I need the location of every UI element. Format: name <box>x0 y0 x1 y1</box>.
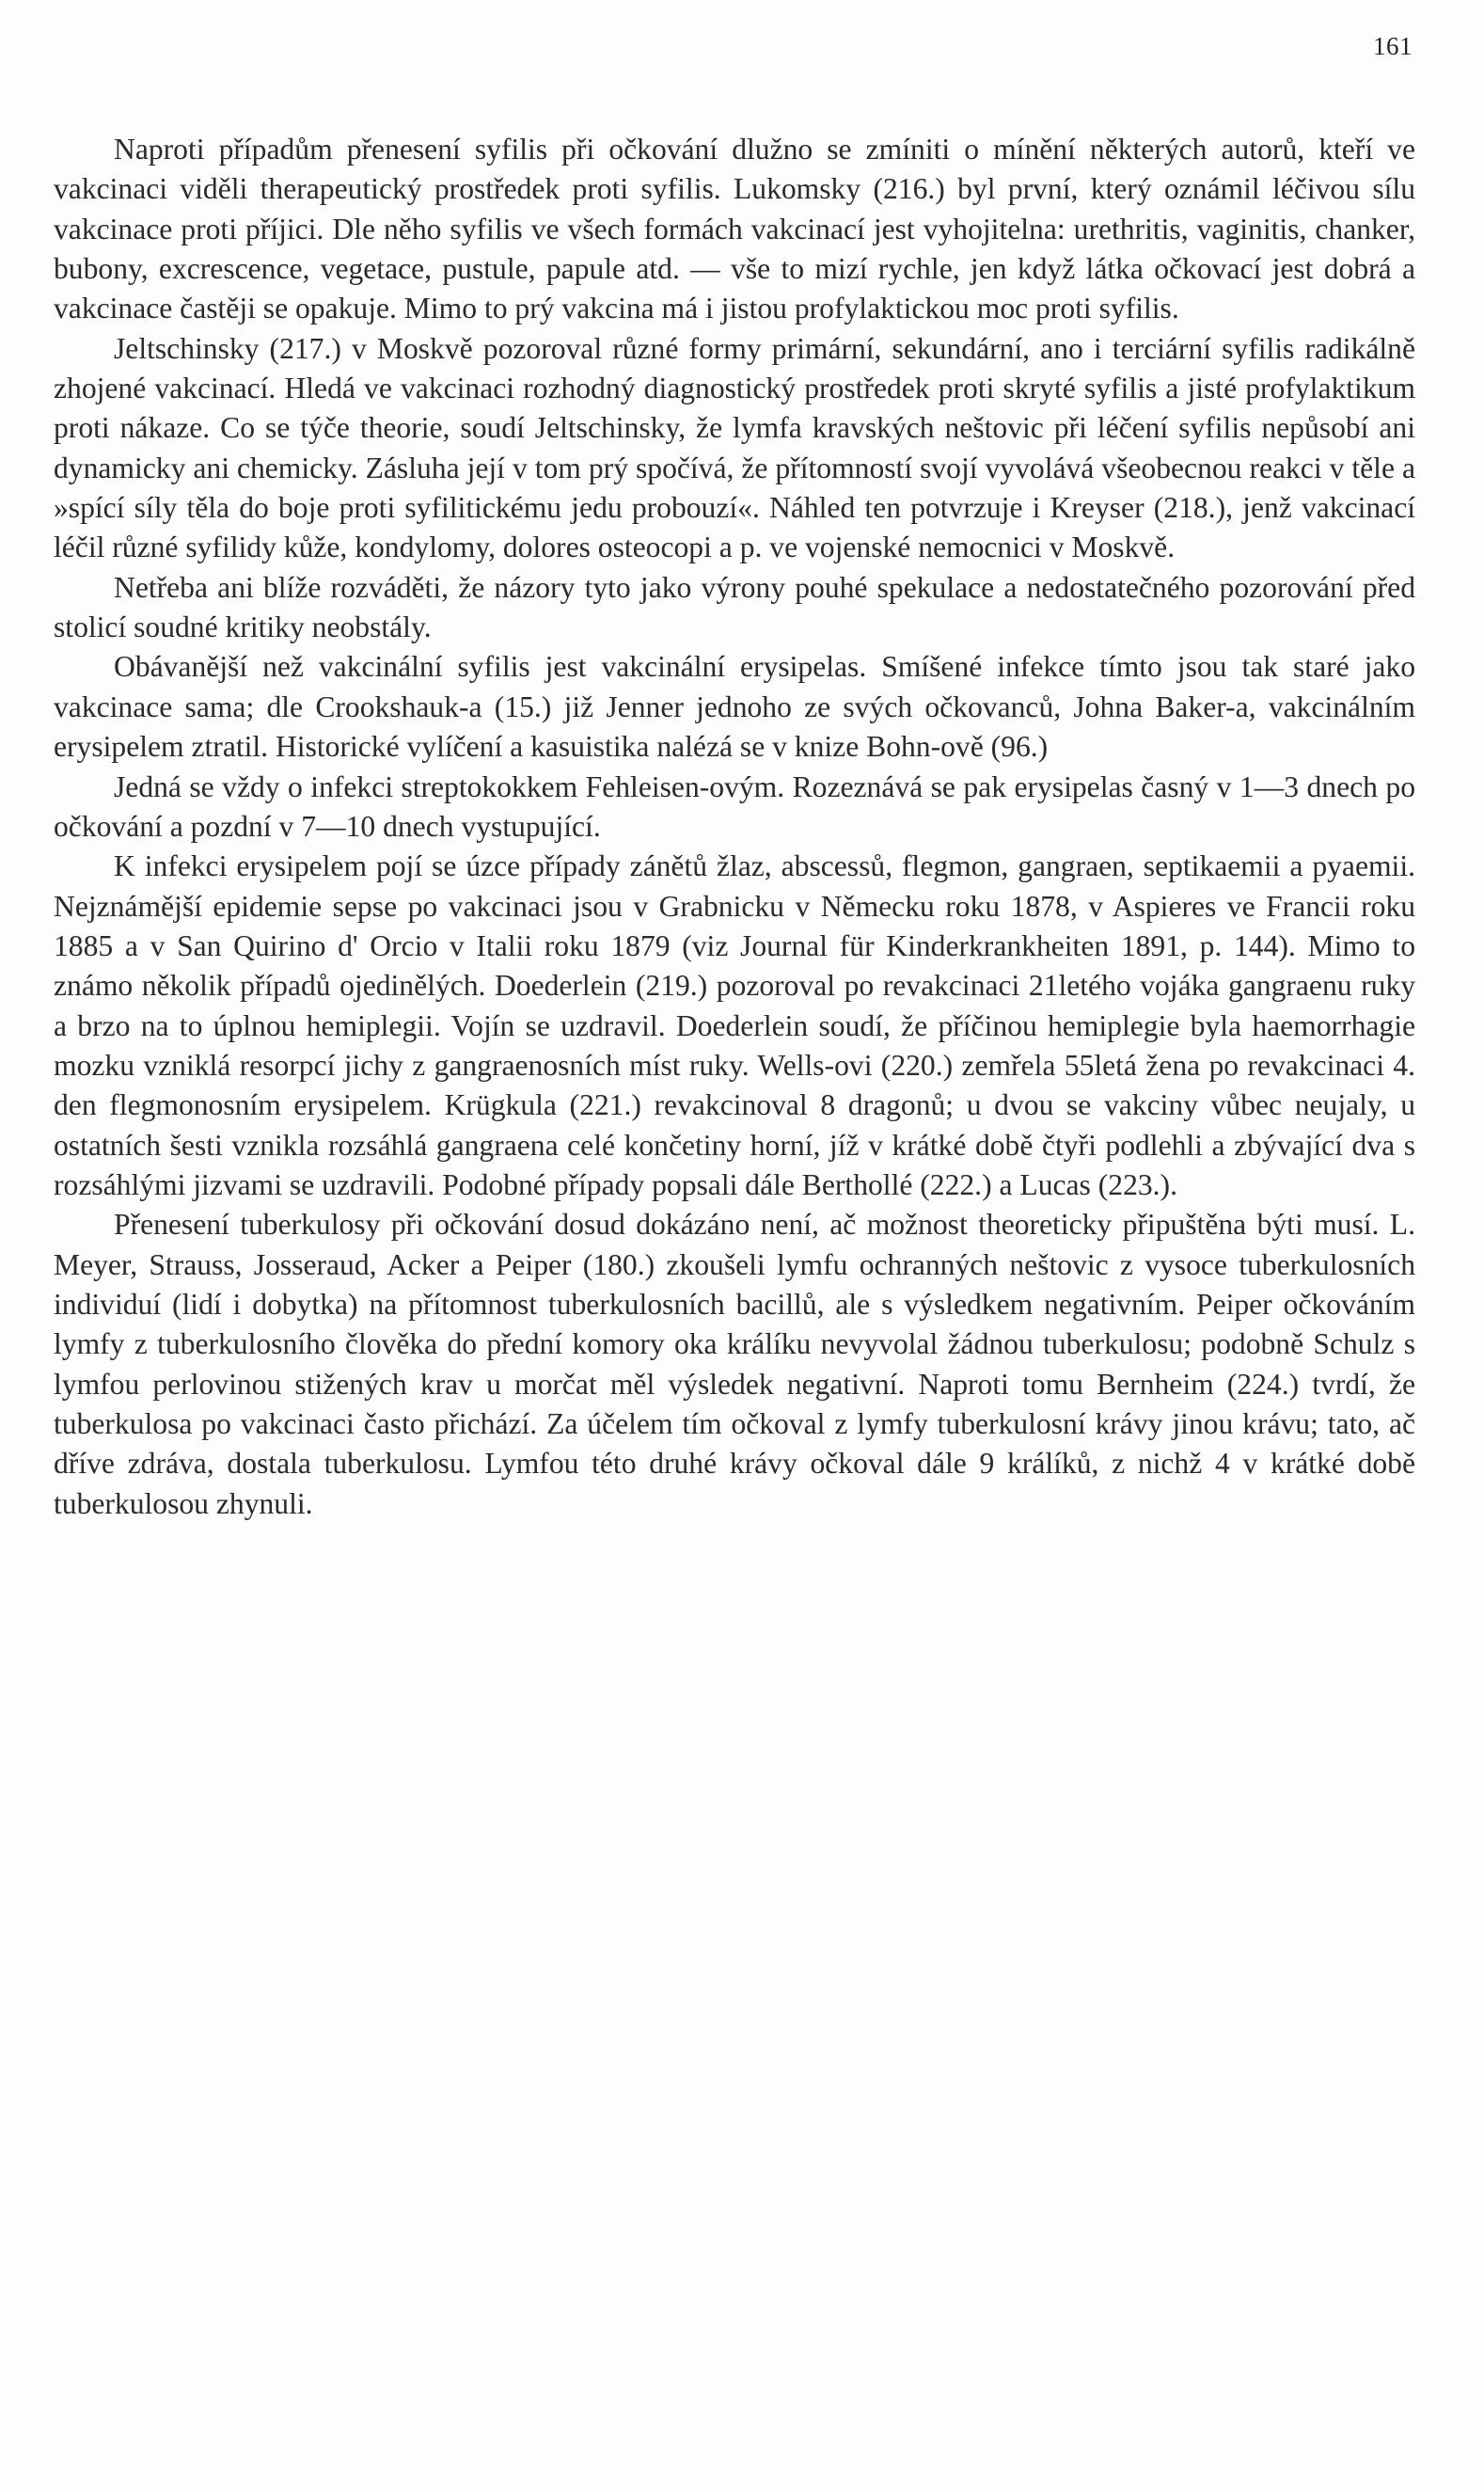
paragraph-6: K infekci erysipelem pojí se úzce případy zánětů žlaz, abscessů, flegmon, gangraen, septikaemii a pyaemii. Nejznámější epidemie sepse po vakcinaci jsou v Grabnicku v Německu roku 1878, v Aspieres ve Francii roku 1885 a v San Quirino d' Orcio v Italii roku 1879 (viz Journal für Kinderkrankheiten 1891, p. 144). Mimo to známo několik případů ojedinělých. Doederlein (219.) pozoroval po revakcinaci 21letého vojáka gangraenu ruky a brzo na to úplnou hemiplegii. Vojín se uzdravil. Doederlein soudí, že příčinou hemiplegie byla haemorrhagie mozku vzniklá resorpcí jichy z gangraenosních míst ruky. Wells-ovi (220.) zemřela 55letá žena po revakcinaci 4. den flegmonosním erysipelem. Krügkula (221.) revakcinoval 8 dragonů; u dvou se vakciny vůbec neujaly, u ostatních šesti vznikla rozsáhlá gangraena celé končetiny horní, jíž v krátké době čtyři podlehli a zbývající dva s rozsáhlými jizvami se uzdravili. Podobné případy popsali dále Berthollé (222.) a Lucas (223.). <box>54 849 1415 1201</box>
paragraph-1: Naproti případům přenesení syfilis při očkování dlužno se zmíniti o mínění některých autorů, kteří ve vakcinaci viděli therapeutický prostředek proti syfilis. Lukomsky (216.) byl první, který oznámil léčivou sílu vakcinace proti příjici. Dle něho syfilis ve všech formách vakcinací jest vyhojitelna: urethritis, vaginitis, chanker, bubony, excrescence, vegetace, pustule, papule atd. — vše to mizí rychle, jen když látka očkovací jest dobrá a vakcinace častěji se opakuje. Mimo to prý vakcina má i jistou profylaktickou moc proti syfilis. <box>54 133 1415 325</box>
paragraph-2: Jeltschinsky (217.) v Moskvě pozoroval různé formy primární, sekundární, ano i terciární syfilis radikálně zhojené vakcinací. Hledá ve vakcinaci rozhodný diagnostický prostředek proti skryté syfilis a jisté profylaktikum proti nákaze. Co se týče theorie, soudí Jeltschinsky, že lymfa kravských neštovic při léčení syfilis nepůsobí ani dynamicky ani chemicky. Zásluha její v tom prý spočívá, že přítomností svojí vyvolává všeobecnou reakci v těle a »spící síly těla do boje proti syfilitickému jedu probouzí«. Náhled ten potvrzuje i Kreyser (218.), jenž vakcinací léčil různé syfilidy kůže, kondylomy, dolores osteocopi a p. ve vojenské nemocnici v Moskvě. <box>54 331 1415 564</box>
paragraph-5: Jedná se vždy o infekci streptokokkem Fehleisen-ovým. Rozeznává se pak erysipelas časný v 1—3 dnech po očkování a pozdní v 7—10 dnech vystupující. <box>54 769 1415 843</box>
paragraph-4: Obávanější než vakcinální syfilis jest vakcinální erysipelas. Smíšené infekce tímto jsou tak staré jako vakcinace sama; dle Crookshauk-a (15.) již Jenner jednoho ze svých očkovanců, Johna Baker-a, vakcinálním erysipelem ztratil. Historické vylíčení a kasuistika nalézá se v knize Bohn-ově (96.) <box>54 650 1415 764</box>
body-text <box>54 130 1415 1524</box>
page-number: 161 <box>1373 32 1413 60</box>
paragraph-3: Netřeba ani blíže rozváděti, že názory tyto jako výrony pouhé spekulace a nedostatečného pozorování před stolicí soudné kritiky neobstály. <box>54 570 1415 644</box>
paragraph-7: Přenesení tuberkulosy při očkování dosud dokázáno není, ač možnost theoreticky připuštěna býti musí. L. Meyer, Strauss, Josseraud, Acker a Peiper (180.) zkoušeli lymfu ochranných neštovic z vysoce tuberkulosních individuí (lidí i dobytka) na přítomnost tuberkulosních bacillů, ale s výsledkem negativním. Peiper očkováním lymfy z tuberkulosního člověka do přední komory oka králíku nevyvolal žádnou tuberkulosu; podobně Schulz s lymfou perlovinou stižených krav u morčat měl výsledek negativní. Naproti tomu Bernheim (224.) tvrdí, že tuberkulosa po vakcinaci často přichází. Za účelem tím očkoval z lymfy tuberkulosní krávy jinou krávu; tato, ač dříve zdráva, dostala tuberkulosu. Lymfou této druhé krávy očkoval dále 9 králíků, z nichž 4 v krátké době tuberkulosou zhynuli. <box>54 1208 1415 1520</box>
